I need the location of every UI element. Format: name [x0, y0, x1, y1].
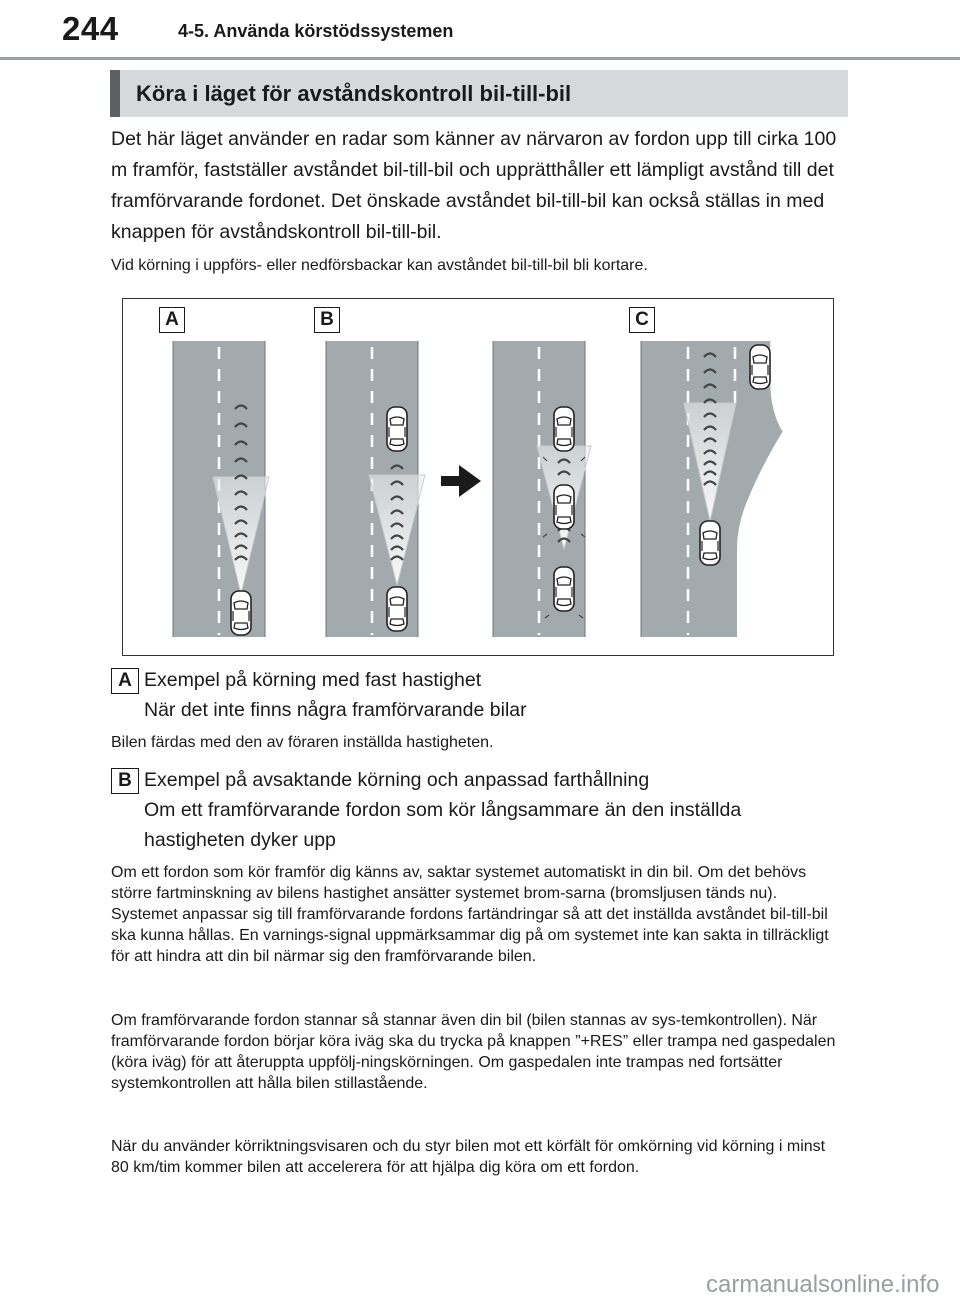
example-a-body: Bilen färdas med den av föraren inställda hastigheten.	[111, 734, 494, 751]
road-c	[641, 341, 783, 637]
example-b-subtitle-2: hastigheten dyker upp	[144, 829, 336, 851]
arrow-right-icon	[441, 465, 481, 497]
example-a-title: Exempel på körning med fast hastighet	[144, 669, 482, 691]
chapter-title: 4-5. Använda körstödssystemen	[178, 21, 454, 41]
figure-illustration	[123, 299, 835, 657]
example-b-paragraph-1: Om ett fordon som kör framför dig känns av, saktar systemet automatiskt in din bil. Om det behövs större fartminskning av bilens hastighet ansätter systemet brom-sarna (bromsljusen tänds nu). Systemet anpassar sig till framförvarande fordons fartändringar så att det inställda avståndet bil-till-bil ska kunna hållas. En varnings-signal uppmärksammar dig på om systemet inte kan sakta in tillräckligt för att hindra att din bil närmar sig den framförvarande bilen.	[111, 864, 829, 965]
intro-paragraph: Det här läget använder en radar som känner av närvaron av fordon upp till cirka 100 m framför, fastställer avståndet bil-till-bil och upprätthåller ett lämpligt avstånd till det framförvarande fordonet. Det önskade avståndet bil-till-bil kan också ställas in med knappen för avståndskontroll bil-till-bil.	[111, 128, 837, 243]
example-b-paragraph-3: När du använder körriktningsvisaren och du styr bilen mot ett körfält för omkörning vid körning i minst 80 km/tim kommer bilen att accelerera för att hjälpa dig köra om ett fordon.	[111, 1138, 826, 1176]
road-b-after	[493, 341, 591, 637]
example-b-paragraph-2: Om framförvarande fordon stannar så stannar även din bil (bilen stannas av sys-temkontrollen). När framförvarande fordon börjar köra iväg ska du trycka på knappen ”+RES” eller trampa ned gaspedalen (köra iväg) för att återuppta uppfölj-ningskörningen. Om gaspedalen inte trampas ned fortsätter systemkontrollen att hålla bilen stillastående.	[111, 1012, 836, 1092]
example-b-marker: B	[111, 768, 139, 794]
header-rule	[0, 57, 960, 60]
figure-label-c: C	[629, 307, 655, 333]
road-a	[173, 341, 269, 637]
intro-note: Vid körning i uppförs- eller nedförsbackar kan avståndet bil-till-bil bli kortare.	[111, 257, 648, 274]
example-a-marker: A	[111, 668, 139, 694]
figure-label-b: B	[314, 307, 340, 333]
radar-cruise-figure	[122, 298, 834, 656]
example-a-subtitle: När det inte finns några framförvarande bilar	[144, 699, 527, 721]
section-heading-bar	[110, 70, 848, 117]
watermark: carmanualsonline.info	[706, 1271, 940, 1298]
example-b-subtitle-1: Om ett framförvarande fordon som kör långsammare än den inställda	[144, 799, 742, 821]
page-number: 244	[62, 10, 119, 47]
example-b-title: Exempel på avsaktande körning och anpassad farthållning	[144, 769, 650, 791]
section-title: Köra i läget för avståndskontroll bil-till-bil	[136, 81, 572, 106]
figure-label-a: A	[159, 307, 185, 333]
road-b	[326, 341, 425, 637]
